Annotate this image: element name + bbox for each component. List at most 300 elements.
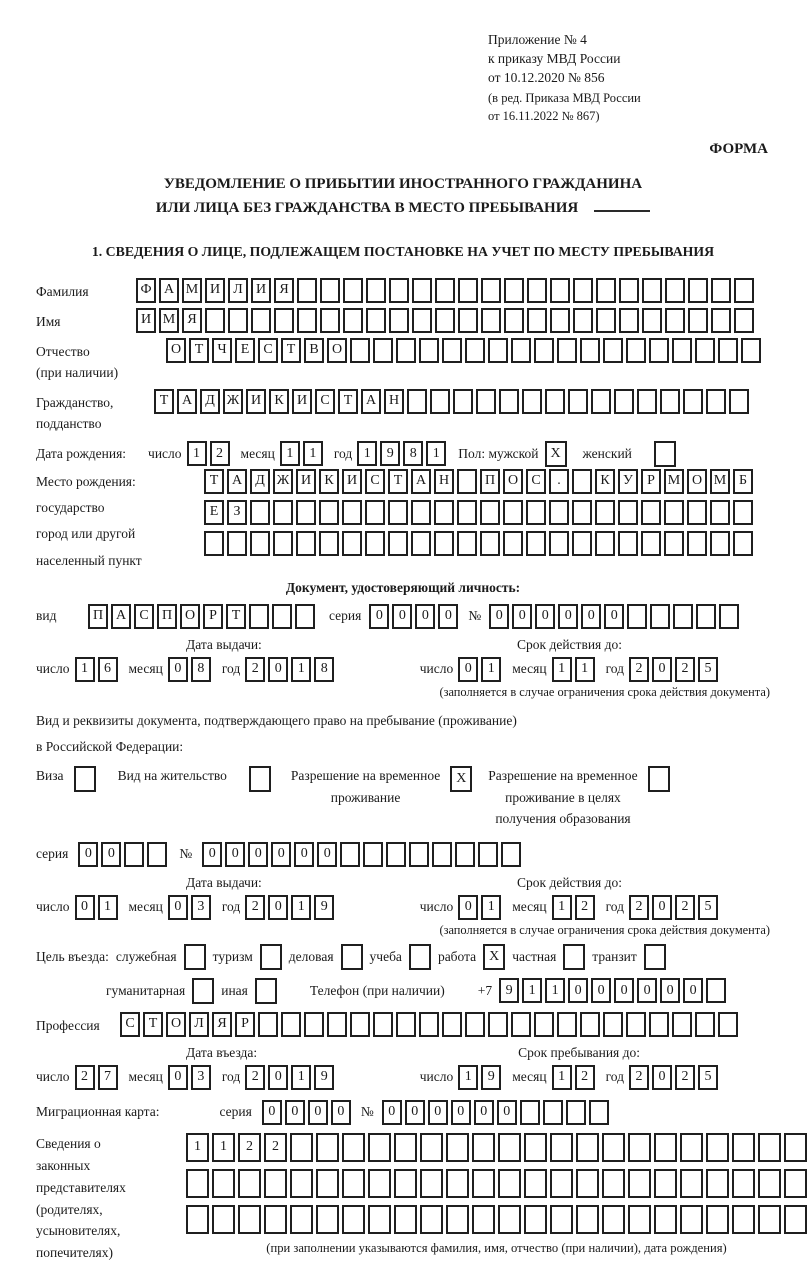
form-cell xyxy=(478,842,498,867)
entry-dates-row xyxy=(36,1065,770,1090)
form-cell xyxy=(204,531,224,556)
form-cell xyxy=(576,1133,599,1162)
form-cell: П xyxy=(480,469,500,494)
day-label: число xyxy=(36,899,70,915)
form-cell xyxy=(627,604,647,629)
form-cell xyxy=(465,338,485,363)
form-cell xyxy=(250,531,270,556)
form-cell xyxy=(296,500,316,525)
form-cell xyxy=(687,500,707,525)
form-cell xyxy=(595,531,615,556)
form-cell: 1 xyxy=(212,1133,235,1162)
purpose-tourism-checkbox xyxy=(260,944,282,970)
form-cell: М xyxy=(182,278,202,303)
surname-row xyxy=(36,278,770,303)
phone-label: Телефон (при наличии) xyxy=(309,982,445,998)
purpose-private-label: частная xyxy=(512,948,557,964)
form-title-line1: УВЕДОМЛЕНИЕ О ПРИБЫТИИ ИНОСТРАННОГО ГРАЖДАНИНА xyxy=(163,175,643,192)
section1-heading: 1. СВЕДЕНИЯ О ЛИЦЕ, ПОДЛЕЖАЩЕМ ПОСТАНОВКЕ НА УЧЕТ ПО МЕСТУ ПРЕБЫВАНИЯ xyxy=(91,243,715,259)
form-cell xyxy=(543,1100,563,1125)
form-cell xyxy=(550,308,570,333)
stay-until-date xyxy=(420,1065,718,1090)
form-cell: 2 xyxy=(245,657,265,682)
form-cell xyxy=(650,604,670,629)
form-cell: 0 xyxy=(294,842,314,867)
form-cell xyxy=(343,278,363,303)
form-cell xyxy=(672,1012,692,1037)
form-cell: И xyxy=(246,389,266,414)
form-cell xyxy=(186,1169,209,1198)
form-cell xyxy=(706,389,726,414)
form-cell xyxy=(434,531,454,556)
month-label: месяц xyxy=(512,899,547,915)
form-cell xyxy=(488,338,508,363)
form-cell: 1 xyxy=(458,1065,478,1090)
representatives-cells-row1 xyxy=(186,1133,807,1162)
form-cell: 8 xyxy=(403,441,423,466)
form-cell xyxy=(619,308,639,333)
form-cell: 2 xyxy=(210,441,230,466)
temp-residence-edu-label xyxy=(488,765,637,830)
form-cell xyxy=(654,1133,677,1162)
year-label: год xyxy=(221,661,241,677)
stay-until-heading: Срок пребывания до: xyxy=(518,1044,640,1060)
form-cell: 0 xyxy=(591,978,611,1003)
form-cell xyxy=(419,1012,439,1037)
profession-row xyxy=(36,1012,770,1037)
migration-card-label: Миграционная карта: xyxy=(36,1104,160,1120)
form-cell xyxy=(386,842,406,867)
form-cell xyxy=(238,1205,261,1234)
form-cell: О xyxy=(327,338,347,363)
form-cell: 0 xyxy=(202,842,222,867)
purpose-official-label: служебная xyxy=(115,948,177,964)
form-cell xyxy=(696,604,716,629)
form-cell: 9 xyxy=(481,1065,501,1090)
form-cell: 1 xyxy=(481,657,501,682)
purpose-transit-label: транзит xyxy=(592,948,637,964)
form-cell xyxy=(388,500,408,525)
form-cell: 0 xyxy=(558,604,578,629)
form-cell xyxy=(394,1205,417,1234)
entry-date-heading: Дата въезда: xyxy=(186,1044,258,1060)
form-cell xyxy=(446,1169,469,1198)
form-cell: 0 xyxy=(683,978,703,1003)
stay-doc-series-label: серия xyxy=(36,846,69,862)
form-cell: 2 xyxy=(629,1065,649,1090)
form-cell xyxy=(432,842,452,867)
stay-doc-series-cells xyxy=(78,842,167,867)
form-cell xyxy=(572,469,592,494)
form-cell: 5 xyxy=(698,657,718,682)
form-cell: И xyxy=(251,278,271,303)
entry-month-cells xyxy=(168,1065,211,1090)
month-label: месяц xyxy=(128,1069,163,1085)
form-cell xyxy=(573,278,593,303)
form-cell xyxy=(434,500,454,525)
form-cell: 1 xyxy=(98,895,118,920)
form-cell: О xyxy=(503,469,523,494)
form-cell xyxy=(272,604,292,629)
form-cell xyxy=(504,308,524,333)
form-cell: 0 xyxy=(652,1065,672,1090)
purpose-study-label: учеба xyxy=(369,948,402,964)
form-cell: С xyxy=(315,389,335,414)
form-cell: 9 xyxy=(499,978,519,1003)
form-cell xyxy=(396,1012,416,1037)
form-cell: М xyxy=(159,308,179,333)
temp-residence-edu-option xyxy=(488,765,669,830)
stay-doc-date-headers xyxy=(36,875,770,891)
form-cell xyxy=(412,308,432,333)
residence-permit-option xyxy=(118,765,271,792)
profession-label: Профессия xyxy=(36,1017,100,1033)
form-cell xyxy=(389,308,409,333)
form-cell xyxy=(186,1205,209,1234)
residence-permit-label: Вид на жительство xyxy=(117,768,227,784)
purpose-humanitarian-label: гуманитарная xyxy=(106,982,186,998)
form-cell xyxy=(290,1169,313,1198)
form-cell xyxy=(343,308,363,333)
form-cell xyxy=(520,1100,540,1125)
stay-doc-issue-day-cells xyxy=(75,895,118,920)
form-cell: 2 xyxy=(675,1065,695,1090)
form-cell xyxy=(665,278,685,303)
form-cell: 0 xyxy=(652,895,672,920)
migration-card-row xyxy=(36,1100,770,1125)
form-cell: 1 xyxy=(187,441,207,466)
form-cell xyxy=(481,308,501,333)
stay-doc-dates-row xyxy=(36,895,770,920)
form-cell: Ж xyxy=(273,469,293,494)
stay-doc-valid-heading: Срок действия до: xyxy=(517,874,622,890)
form-cell xyxy=(706,1205,729,1234)
representatives-cells-row2 xyxy=(186,1169,807,1198)
form-cell xyxy=(758,1133,781,1162)
form-cell xyxy=(366,308,386,333)
form-cell: 0 xyxy=(268,657,288,682)
stay-doc-issue-heading: Дата выдачи: xyxy=(186,874,262,890)
residence-permit-checkbox xyxy=(249,766,271,792)
appendix-line-1: Приложение № 4 xyxy=(488,32,587,47)
form-cell xyxy=(250,500,270,525)
phone-cells xyxy=(499,978,726,1003)
form-cell xyxy=(304,1012,324,1037)
form-cell xyxy=(458,308,478,333)
form-cell xyxy=(511,338,531,363)
form-cell xyxy=(603,338,623,363)
form-cell xyxy=(688,308,708,333)
form-cell xyxy=(147,842,167,867)
year-label: год xyxy=(333,445,353,461)
form-cell: Д xyxy=(200,389,220,414)
citizenship-label-line2: подданство xyxy=(36,415,102,431)
birth-month-cells xyxy=(280,441,323,466)
doc-series-label: серия xyxy=(329,608,362,624)
patronymic-label-line1: Отчество xyxy=(36,343,90,359)
citizenship-cells xyxy=(154,389,749,414)
doc-kind-cells xyxy=(88,604,315,629)
form-cell: 2 xyxy=(575,1065,595,1090)
representatives-label-line2: законных xyxy=(36,1157,91,1173)
month-label: месяц xyxy=(512,661,547,677)
form-cell xyxy=(205,308,225,333)
form-cell xyxy=(388,531,408,556)
form-cell: 0 xyxy=(428,1100,448,1125)
form-cell xyxy=(572,531,592,556)
form-cell xyxy=(602,1133,625,1162)
form-cell: Я xyxy=(274,278,294,303)
temp-residence-label-line1: Разрешение на временное xyxy=(290,768,441,784)
form-cell: 0 xyxy=(382,1100,402,1125)
form-cell: 0 xyxy=(285,1100,305,1125)
form-cell: 9 xyxy=(314,895,334,920)
doc-kind-label: вид xyxy=(36,608,57,624)
form-cell: И xyxy=(136,308,156,333)
form-cell xyxy=(711,308,731,333)
appendix-block xyxy=(488,30,770,125)
stay-year-cells xyxy=(629,1065,718,1090)
form-cell: 1 xyxy=(291,895,311,920)
form-cell xyxy=(641,531,661,556)
form-cell: 0 xyxy=(652,657,672,682)
form-cell xyxy=(498,1133,521,1162)
purpose-official-checkbox xyxy=(184,944,206,970)
form-cell: Т xyxy=(154,389,174,414)
form-cell xyxy=(614,389,634,414)
form-cell xyxy=(472,1169,495,1198)
form-cell xyxy=(373,338,393,363)
form-cell: Т xyxy=(338,389,358,414)
form-cell xyxy=(706,1133,729,1162)
entry-purpose-label: Цель въезда: xyxy=(36,948,109,964)
form-cell: 1 xyxy=(522,978,542,1003)
temp-residence-label-line2: проживание xyxy=(330,789,401,805)
identity-doc-row xyxy=(36,604,770,629)
entry-purpose-row1 xyxy=(36,944,770,970)
form-cell xyxy=(458,278,478,303)
form-cell: Б xyxy=(733,469,753,494)
form-cell: 0 xyxy=(405,1100,425,1125)
purpose-tourism-label: туризм xyxy=(212,948,253,964)
form-cell: 1 xyxy=(357,441,377,466)
stay-doc-intro-line2: в Российской Федерации: xyxy=(36,738,184,754)
temp-residence-edu-label-line3: получения образования xyxy=(495,811,631,827)
form-cell xyxy=(412,278,432,303)
form-cell xyxy=(733,500,753,525)
form-cell xyxy=(316,1169,339,1198)
form-cell xyxy=(710,531,730,556)
form-cell xyxy=(718,1012,738,1037)
entry-purpose-row2 xyxy=(106,978,770,1004)
form-cell xyxy=(340,842,360,867)
form-cell: Ж xyxy=(223,389,243,414)
patronymic-row xyxy=(36,338,770,384)
representatives-labels xyxy=(36,1133,186,1264)
form-cell xyxy=(557,1012,577,1037)
month-label: месяц xyxy=(512,1069,547,1085)
form-cell xyxy=(290,1133,313,1162)
form-cell xyxy=(389,278,409,303)
form-cell xyxy=(654,1205,677,1234)
form-cell xyxy=(316,1133,339,1162)
form-cell: 1 xyxy=(552,1065,572,1090)
form-cell: 3 xyxy=(191,1065,211,1090)
form-cell xyxy=(642,278,662,303)
doc-number-cells xyxy=(489,604,739,629)
form-cell xyxy=(455,842,475,867)
form-cell xyxy=(320,308,340,333)
month-label: месяц xyxy=(128,661,163,677)
form-cell xyxy=(264,1169,287,1198)
phone-prefix: +7 xyxy=(477,982,493,998)
form-cell xyxy=(534,338,554,363)
form-cell: О xyxy=(166,1012,186,1037)
form-cell xyxy=(488,1012,508,1037)
stay-doc-issue-date xyxy=(36,895,334,920)
form-cell xyxy=(549,500,569,525)
stay-doc-valid-year-cells xyxy=(629,895,718,920)
birth-place-block xyxy=(36,469,770,574)
form-cell: 0 xyxy=(535,604,555,629)
form-cell xyxy=(664,531,684,556)
purpose-business-label: деловая xyxy=(288,948,334,964)
form-cell xyxy=(281,1012,301,1037)
form-cell: 1 xyxy=(280,441,300,466)
form-cell: 2 xyxy=(75,1065,95,1090)
form-cell xyxy=(320,278,340,303)
form-cell xyxy=(430,389,450,414)
form-cell: 8 xyxy=(191,657,211,682)
form-cell xyxy=(481,278,501,303)
form-cell: 1 xyxy=(75,657,95,682)
form-cell: И xyxy=(342,469,362,494)
form-cell: Д xyxy=(250,469,270,494)
form-cell xyxy=(665,308,685,333)
doc-issue-month-cells xyxy=(168,657,211,682)
form-cell xyxy=(732,1205,755,1234)
form-cell xyxy=(350,1012,370,1037)
form-cell: Р xyxy=(641,469,661,494)
form-cell xyxy=(228,308,248,333)
form-cell xyxy=(522,389,542,414)
month-label: месяц xyxy=(240,445,275,461)
form-cell: 2 xyxy=(245,895,265,920)
representatives-label-line5: усыновителях, xyxy=(36,1223,121,1239)
form-cell: Т xyxy=(204,469,224,494)
form-cell: 0 xyxy=(101,842,121,867)
form-cell: 1 xyxy=(481,895,501,920)
form-cell: 0 xyxy=(75,895,95,920)
form-cell: Л xyxy=(228,278,248,303)
form-cell: 0 xyxy=(317,842,337,867)
form-cell xyxy=(784,1133,807,1162)
form-cell xyxy=(442,338,462,363)
form-cell: 0 xyxy=(568,978,588,1003)
form-cell xyxy=(258,1012,278,1037)
temp-residence-edu-label-line2: проживание в целях xyxy=(505,789,621,805)
form-cell: 0 xyxy=(248,842,268,867)
year-label: год xyxy=(605,899,624,915)
form-cell xyxy=(394,1169,417,1198)
month-label: месяц xyxy=(128,899,163,915)
form-cell: 0 xyxy=(168,657,188,682)
form-cell: 1 xyxy=(303,441,323,466)
form-cell: И xyxy=(205,278,225,303)
birth-place-cells-row3 xyxy=(204,531,753,556)
form-cell xyxy=(365,531,385,556)
form-cell: У xyxy=(618,469,638,494)
form-cell xyxy=(637,389,657,414)
form-cell: 0 xyxy=(268,895,288,920)
form-cell: 0 xyxy=(458,895,478,920)
form-cell xyxy=(342,500,362,525)
form-cell xyxy=(480,500,500,525)
temp-residence-edu-checkbox xyxy=(648,766,670,792)
form-cell xyxy=(409,842,429,867)
form-cell xyxy=(683,389,703,414)
form-cell: Т xyxy=(189,338,209,363)
form-cell: Т xyxy=(143,1012,163,1037)
form-cell xyxy=(465,1012,485,1037)
form-cell xyxy=(732,1169,755,1198)
form-cell xyxy=(446,1133,469,1162)
form-cell xyxy=(711,278,731,303)
form-cell: 0 xyxy=(458,657,478,682)
representatives-label-line1: Сведения о xyxy=(36,1135,101,1151)
representatives-label-line6: попечителях) xyxy=(36,1245,113,1261)
form-cell xyxy=(368,1133,391,1162)
birth-place-cells-row2 xyxy=(204,500,753,525)
form-cell: 0 xyxy=(168,895,188,920)
form-cell xyxy=(273,500,293,525)
form-cell xyxy=(264,1205,287,1234)
form-cell xyxy=(718,338,738,363)
form-cell xyxy=(511,1012,531,1037)
form-cell xyxy=(498,1205,521,1234)
form-cell: А xyxy=(159,278,179,303)
form-cell xyxy=(368,1205,391,1234)
form-cell: М xyxy=(710,469,730,494)
form-cell xyxy=(687,531,707,556)
stay-doc-series-row xyxy=(36,842,770,867)
form-cell xyxy=(550,278,570,303)
day-label: число xyxy=(419,661,454,677)
form-cell xyxy=(274,308,294,333)
form-cell: 0 xyxy=(369,604,389,629)
birth-place-rows xyxy=(204,469,753,574)
form-cell xyxy=(550,1205,573,1234)
form-cell xyxy=(527,308,547,333)
form-cell: Е xyxy=(204,500,224,525)
form-cell: С xyxy=(526,469,546,494)
form-cell xyxy=(472,1205,495,1234)
form-cell xyxy=(618,500,638,525)
doc-valid-heading: Срок действия до: xyxy=(517,636,622,652)
form-cell: 0 xyxy=(225,842,245,867)
form-cell: 0 xyxy=(660,978,680,1003)
form-cell xyxy=(420,1169,443,1198)
form-cell xyxy=(602,1205,625,1234)
stay-doc-number-label: № xyxy=(179,846,193,862)
birth-date-row xyxy=(36,441,770,467)
form-cell xyxy=(368,1169,391,1198)
form-cell xyxy=(526,500,546,525)
form-cell: З xyxy=(227,500,247,525)
form-cell xyxy=(596,308,616,333)
form-cell: Н xyxy=(434,469,454,494)
form-cell: 3 xyxy=(191,895,211,920)
